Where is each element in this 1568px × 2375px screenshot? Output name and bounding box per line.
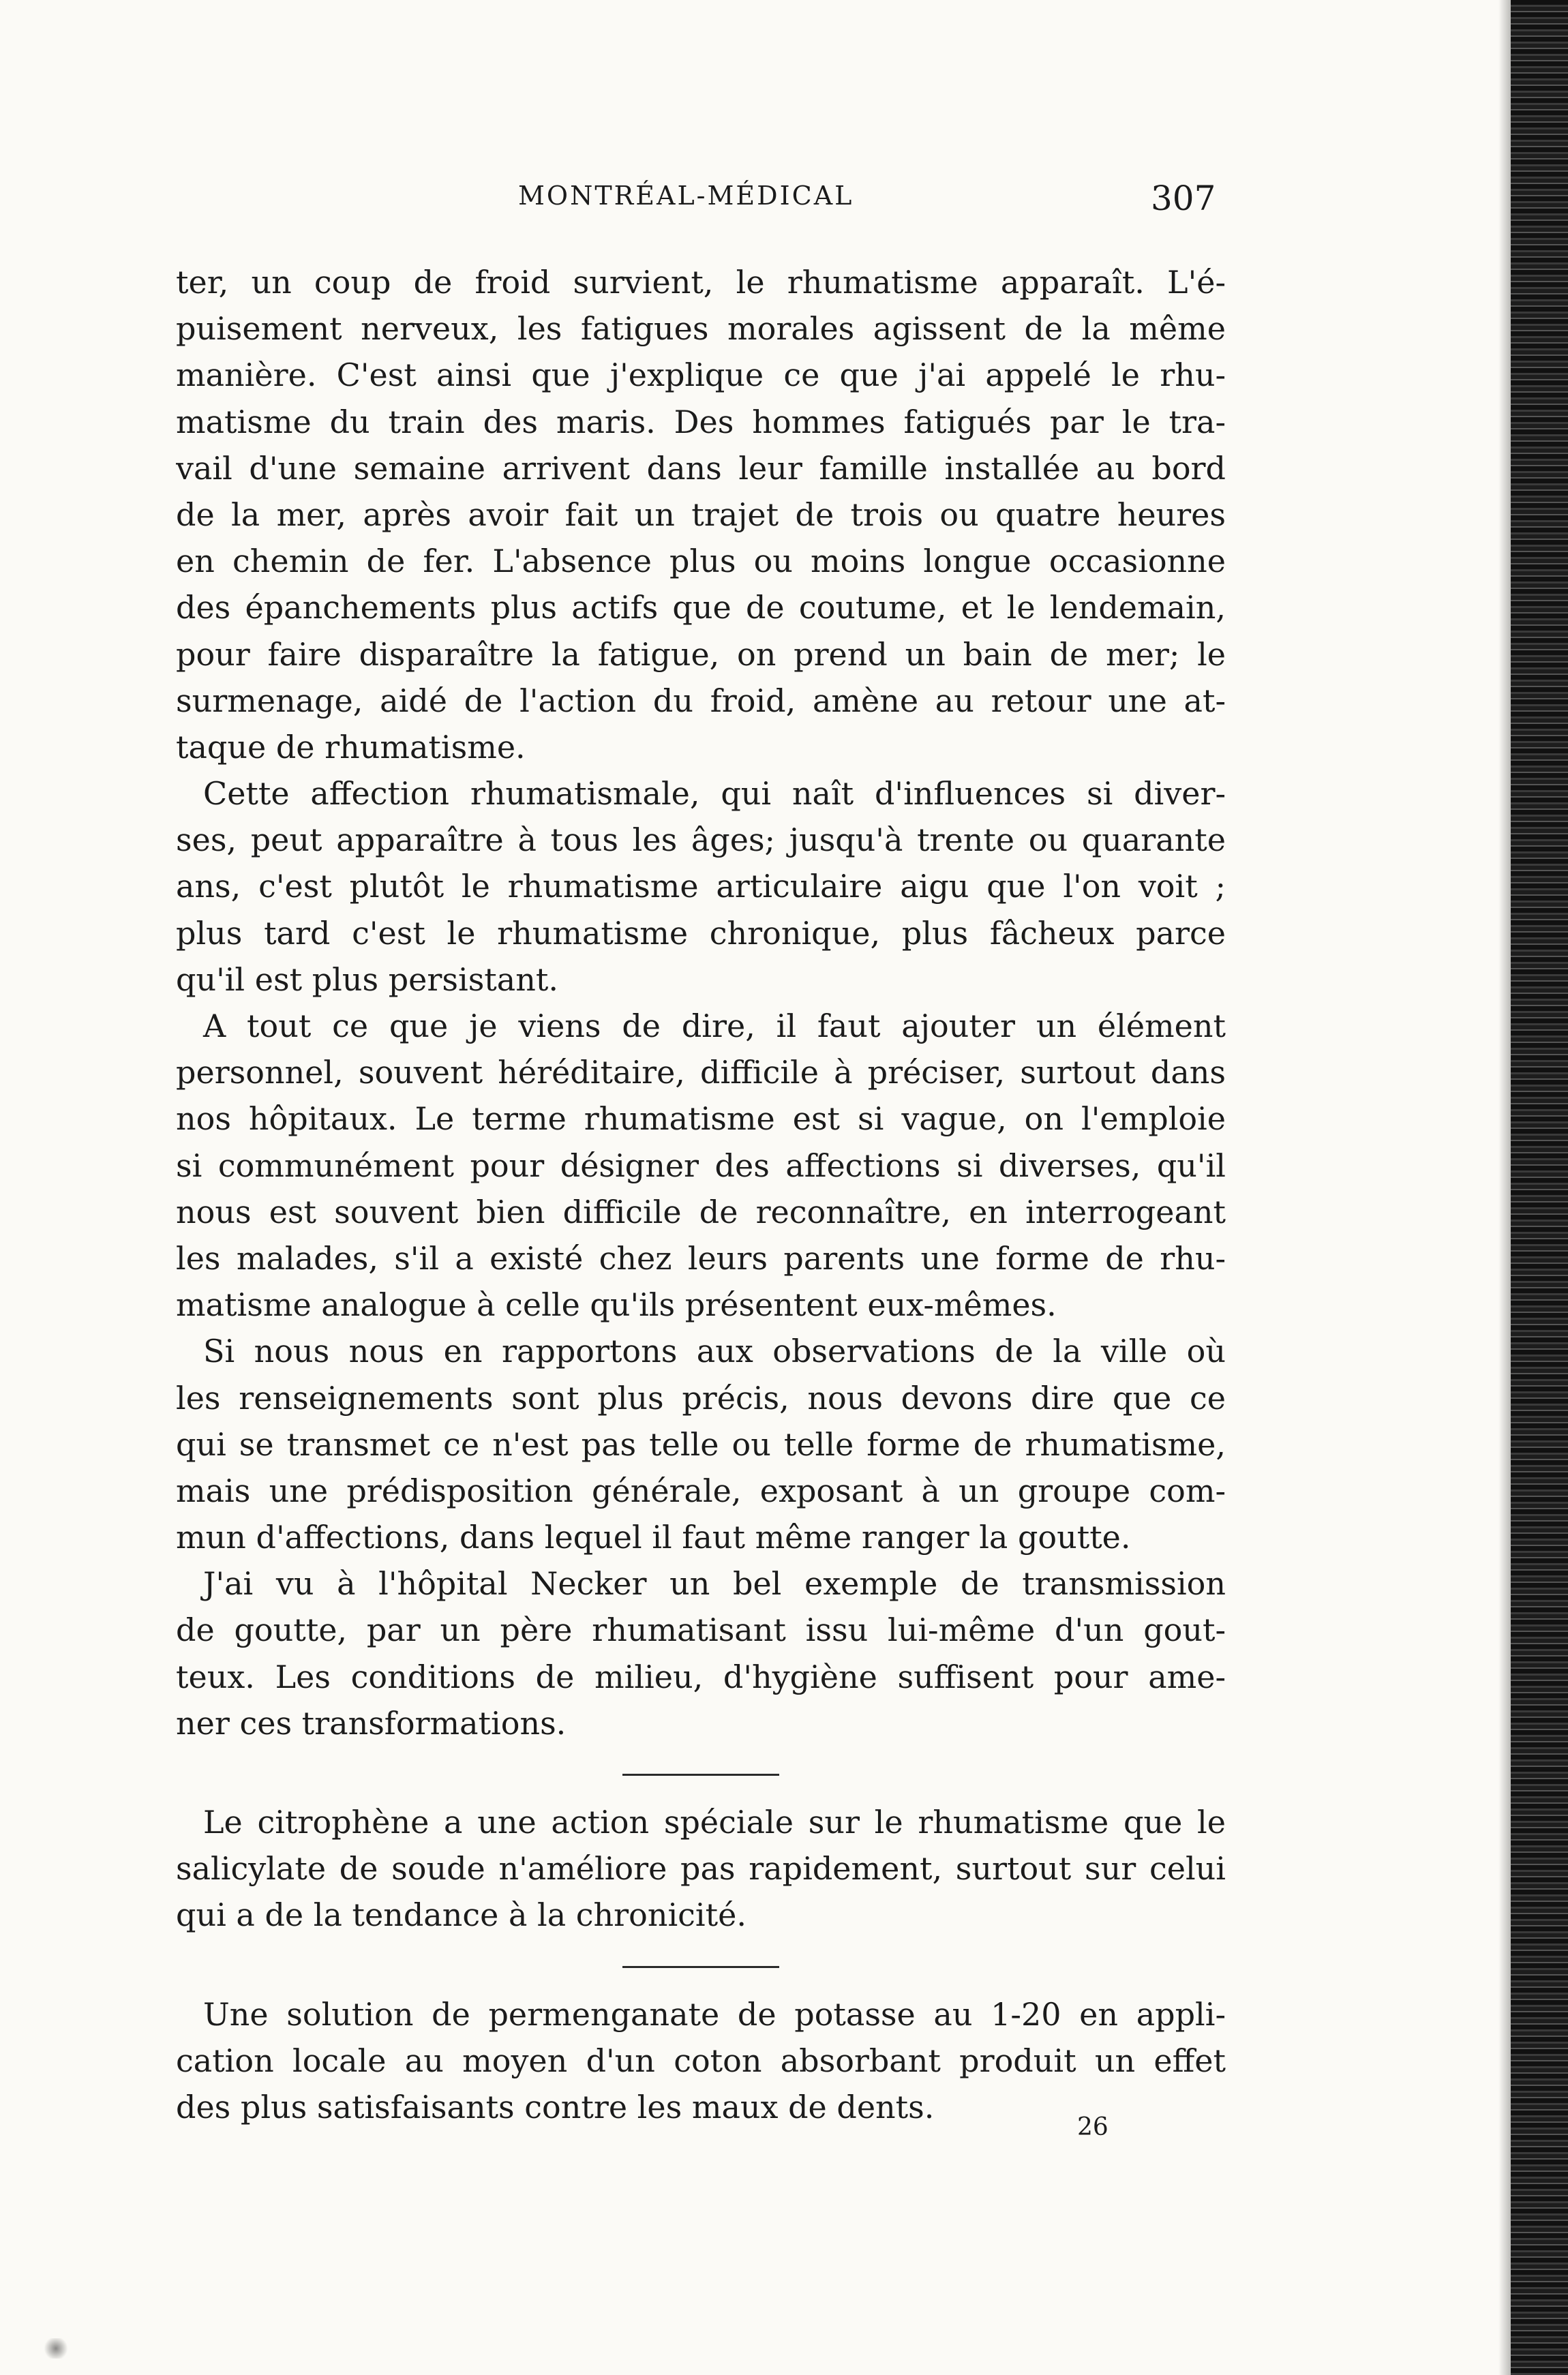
text-line: si communément pour désigner des affections si diverses, qu'il (176, 1147, 1226, 1184)
text-line: ans, c'est plutôt le rhumatisme articulaire aigu que l'on voit ; (176, 868, 1226, 905)
text-line: nous est souvent bien difficile de reconnaître, en interrogeant (176, 1193, 1226, 1230)
text-line: Si nous nous en rapportons aux observations de la ville où (203, 1333, 1226, 1370)
text-line: qu'il est plus persistant. (176, 960, 558, 998)
text-line: cation locale au moyen d'un coton absorbant produit un effet (176, 2042, 1226, 2079)
text-line: teux. Les conditions de milieu, d'hygiène suffisent pour ame- (176, 1658, 1226, 1695)
text-line: ses, peut apparaître à tous les âges; jusqu'à trente ou quarante (176, 821, 1226, 859)
text-line: qui se transmet ce n'est pas telle ou telle forme de rhumatisme, (176, 1425, 1226, 1463)
body-text (176, 259, 1226, 2130)
text-line: matisme analogue à celle qu'ils présentent eux-mêmes. (176, 1286, 1057, 1324)
paragraph-2 (176, 770, 1226, 1003)
running-title: MONTRÉAL-MÉDICAL (518, 181, 854, 211)
text-line: taque de rhumatisme. (176, 728, 526, 766)
paragraph-5 (176, 1560, 1226, 1746)
text-line: personnel, souvent héréditaire, difficile à préciser, surtout dans (176, 1054, 1226, 1091)
text-line: J'ai vu à l'hôpital Necker un bel exemple de transmission (203, 1565, 1226, 1603)
scan-binding-edge (1511, 0, 1568, 2375)
text-line: Une solution de permenganate de potasse au 1-20 en appli- (203, 1995, 1226, 2033)
text-line: ner ces transformations. (176, 1704, 567, 1742)
text-line: Le citrophène a une action spéciale sur le rhumatisme que le (203, 1804, 1226, 1841)
note-citrophene (176, 1799, 1226, 1939)
text-line: qui a de la tendance à la chronicité. (176, 1896, 747, 1934)
text-line: plus tard c'est le rhumatisme chronique, plus fâcheux parce (176, 914, 1226, 952)
note-permanganate (176, 1991, 1226, 2131)
section-divider (622, 1966, 779, 1968)
corner-smudge (42, 2338, 70, 2359)
text-line: nos hôpitaux. Le terme rhumatisme est si vague, on l'emploie (176, 1100, 1226, 1138)
text-line: des plus satisfaisants contre les maux de dents. (176, 2088, 935, 2126)
text-line: salicylate de soude n'améliore pas rapidement, surtout sur celui (176, 1850, 1226, 1888)
text-line: Cette affection rhumatismale, qui naît d'influences si diver- (203, 775, 1226, 813)
paragraph-4 (176, 1328, 1226, 1560)
text-line: pour faire disparaître la fatigue, on prend un bain de mer; le (176, 635, 1226, 673)
text-line: puisement nerveux, les fatigues morales agissent de la même (176, 310, 1226, 348)
section-divider (622, 1774, 779, 1776)
text-line: matisme du train des maris. Des hommes fatigués par le tra- (176, 403, 1226, 440)
text-line: les malades, s'il a existé chez leurs parents une forme de rhu- (176, 1239, 1226, 1277)
text-line: en chemin de fer. L'absence plus ou moins longue occasionne (176, 543, 1226, 580)
signature-mark: 26 (1077, 2113, 1109, 2141)
text-line: surmenage, aidé de l'action du froid, amène au retour une at- (176, 682, 1226, 719)
text-line: mais une prédisposition générale, exposant à un groupe com- (176, 1472, 1226, 1509)
text-line: des épanchements plus actifs que de coutume, et le lendemain, (176, 589, 1226, 626)
text-line: A tout ce que je viens de dire, il faut ajouter un élément (203, 1008, 1226, 1044)
paragraph-1 (176, 259, 1226, 770)
page-number: 307 (1151, 179, 1216, 218)
text-line: ter, un coup de froid survient, le rhumatisme apparaît. L'é- (176, 264, 1226, 301)
text-line: manière. C'est ainsi que j'explique ce que j'ai appelé le rhu- (176, 357, 1226, 394)
text-line: mun d'affections, dans lequel il faut même ranger la goutte. (176, 1519, 1131, 1556)
text-line: vail d'une semaine arrivent dans leur famille installée au bord (176, 449, 1226, 487)
scan-shadow (1498, 0, 1511, 2375)
paragraph-3 (176, 1003, 1226, 1328)
text-line: les renseignements sont plus précis, nous devons dire que ce (176, 1379, 1226, 1417)
text-line: de la mer, après avoir fait un trajet de trois ou quatre heures (176, 496, 1226, 533)
text-line: de goutte, par un père rhumatisant issu lui-même d'un gout- (176, 1612, 1226, 1649)
